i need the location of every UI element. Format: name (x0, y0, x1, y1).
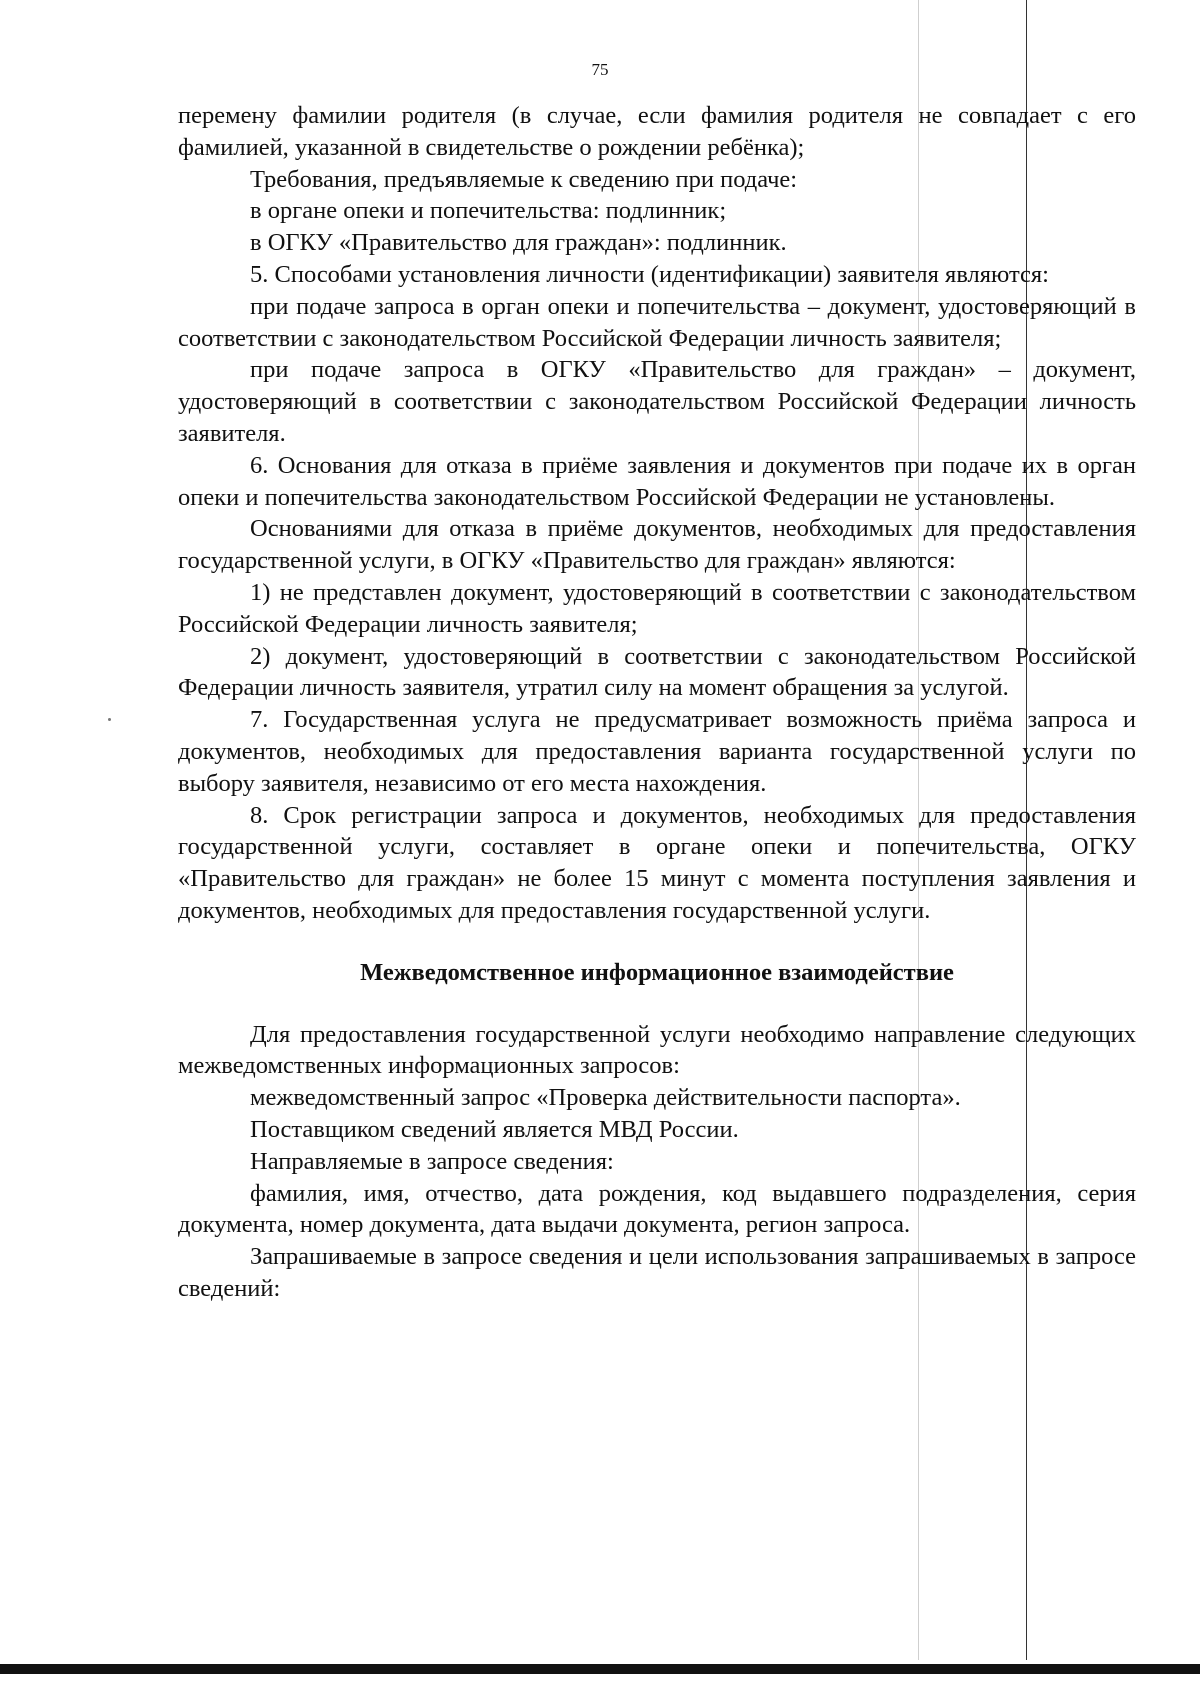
paragraph: 6. Основания для отказа в приёме заявления и документов при подаче их в орган опеки и попечительства законодательством Российской Федерации не установлены. (178, 451, 1136, 511)
section-heading: Межведомственное информационное взаимодействие (360, 958, 954, 986)
document-body (178, 100, 1136, 1305)
paragraph: Требования, предъявляемые к сведению при подаче: (250, 165, 798, 193)
paragraph: 5. Способами установления личности (идентификации) заявителя являются: (250, 260, 1049, 288)
paragraph: Основаниями для отказа в приёме документов, необходимых для предоставления государственной услуги, в ОГКУ «Правительство для граждан» являются: (178, 515, 1136, 575)
paragraph: Поставщиком сведений является МВД России. (250, 1115, 739, 1143)
paragraph: Направляемые в запросе сведения: (250, 1147, 614, 1175)
paragraph: Для предоставления государственной услуги необходимо направление следующих межведомственных информационных запросов: (178, 1020, 1136, 1080)
paragraph: фамилия, имя, отчество, дата рождения, код выдавшего подразделения, серия документа, номер документа, дата выдачи документа, регион запроса. (178, 1179, 1136, 1239)
paragraph: 7. Государственная услуга не предусматривает возможность приёма запроса и документов, необходимых для предоставления варианта государственной услуги по выбору заявителя, независимо от его места нахождения. (178, 706, 1136, 797)
paragraph: в ОГКУ «Правительство для граждан»: подлинник. (250, 229, 787, 257)
paragraph: Запрашиваемые в запросе сведения и цели использования запрашиваемых в запросе сведений: (178, 1243, 1136, 1302)
paragraph-list (178, 100, 1136, 927)
scan-speck (108, 718, 111, 721)
paragraph: 2) документ, удостоверяющий в соответствии с законодательством Российской Федерации личность заявителя, утратил силу на момент обращения за услугой. (178, 642, 1136, 702)
paragraph: в органе опеки и попечительства: подлинник; (250, 197, 727, 225)
scan-bottom-border (0, 1664, 1200, 1674)
paragraph: 1) не представлен документ, удостоверяющий в соответствии с законодательством Российской Федерации личность заявителя; (178, 578, 1136, 638)
page-number: 75 (591, 60, 609, 79)
paragraph: при подаче запроса в орган опеки и попечительства – документ, удостоверяющий в соответствии с законодательством Российской Федерации личность заявителя; (178, 292, 1136, 352)
section-paragraph-list (178, 1019, 1136, 1305)
paragraph: межведомственный запрос «Проверка действительности паспорта». (250, 1084, 961, 1112)
paragraph: при подаче запроса в ОГКУ «Правительство для граждан» – документ, удостоверяющий в соответствии с законодательством Российской Федерации личность заявителя. (178, 356, 1136, 447)
paragraph: перемену фамилии родителя (в случае, если фамилия родителя не совпадает с его фамилией, указанной в свидетельстве о рождении ребёнка); (178, 102, 1136, 161)
paragraph: 8. Срок регистрации запроса и документов, необходимых для предоставления государственной услуги, составляет в органе опеки и попечительства, ОГКУ «Правительство для граждан» не более 15 минут с момента поступления заявления и документов, необходимых для предоставления государственной услуги. (178, 801, 1136, 924)
